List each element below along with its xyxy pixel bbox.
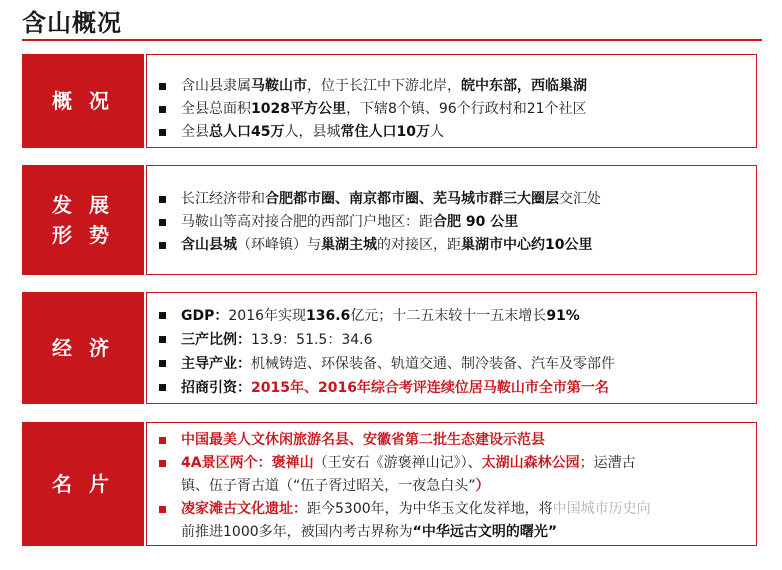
bullet-item	[159, 452, 748, 475]
text-run-bold: 合肥都市圈、南京都市圈、芜马城市群三大圈层	[265, 191, 559, 207]
bullet-continuation	[159, 475, 748, 498]
text-run: 马鞍山等高对接合肥的西部门户地区：距	[181, 214, 433, 230]
bullet-item	[159, 211, 748, 234]
text-run: 镇、伍子胥古道（“伍子胥过昭关，一夜急白头”	[181, 478, 476, 494]
bullet-text	[181, 429, 545, 452]
square-bullet-icon	[159, 219, 166, 226]
text-run-bold: 总人口45万	[209, 124, 285, 140]
bullet-item	[159, 98, 748, 121]
bullet-text	[181, 498, 651, 521]
text-run-bold: 皖中东部，西临巢湖	[461, 78, 587, 94]
text-run-bold: 常住人口10万	[340, 124, 430, 140]
square-bullet-icon	[159, 437, 166, 444]
text-run-bold: 主导产业：	[181, 356, 251, 372]
bullet-item	[159, 376, 748, 400]
text-run: 机械铸造、环保装备、轨道交通、制冷装备、汽车及零部件	[251, 356, 615, 372]
section-label-box	[22, 165, 144, 275]
text-run: 2016年实现	[228, 308, 307, 324]
section-label: 发 展 形 势	[52, 193, 114, 247]
text-run: ；运漕古	[579, 455, 636, 471]
text-run-bold: 巢湖主城	[321, 237, 377, 253]
bullet-text	[181, 188, 601, 211]
text-run: 交汇处	[559, 191, 601, 207]
bullet-text	[181, 352, 615, 376]
text-run: 人	[429, 124, 444, 140]
section-label: 概 况	[52, 89, 114, 113]
section-label-box	[22, 292, 144, 404]
square-bullet-icon	[159, 83, 166, 90]
bullet-text	[181, 376, 609, 400]
text-run-highlight: ）	[475, 478, 490, 494]
square-bullet-icon	[159, 312, 166, 319]
bullet-text	[181, 304, 580, 328]
section-label-box	[22, 54, 144, 148]
text-run-highlight: 2015年、2016年综合考评连续位居马鞍山市全市第一名	[251, 380, 609, 396]
text-run-bold: 巢湖市中心约10公里	[461, 237, 593, 253]
bullet-item	[159, 429, 748, 452]
text-run-highlight: 褒禅山	[271, 455, 314, 471]
square-bullet-icon	[159, 106, 166, 113]
square-bullet-icon	[159, 336, 166, 343]
section-economy	[22, 292, 757, 404]
text-run-bold: 马鞍山市	[251, 78, 307, 94]
text-run-bold: 三产比例：	[181, 332, 251, 348]
text-run-bold: 招商引资：	[181, 380, 251, 396]
text-run: （王安石《游褒禅山记》）、	[313, 455, 482, 471]
bullet-continuation	[159, 521, 748, 544]
page-title: 含山概况	[22, 9, 122, 37]
text-run: 长江经济带和	[181, 191, 265, 207]
section-label: 经 济	[52, 336, 114, 360]
title-divider	[22, 39, 762, 41]
section-content	[146, 292, 757, 404]
text-run: 人，县城	[284, 124, 341, 140]
section-development	[22, 165, 757, 275]
bullet-text	[181, 98, 587, 121]
text-run-highlight: 中国最美人文休闲旅游名县、安徽省第二批生态建设示范县	[181, 432, 545, 448]
bullet-item	[159, 498, 748, 521]
text-run-highlight: 4A景区两个：	[181, 455, 272, 471]
text-run-highlight: 凌家滩古文化遗址：	[181, 501, 307, 517]
text-run-bold: 91%	[546, 308, 580, 324]
text-run: 全县总面积	[181, 101, 251, 117]
text-run-bold: 1028平方公里	[251, 101, 346, 117]
section-city-card	[22, 422, 757, 546]
square-bullet-icon	[159, 242, 166, 249]
text-run: （环峰镇）与	[237, 237, 321, 253]
bullet-item	[159, 121, 748, 144]
bullet-item	[159, 328, 748, 352]
text-run: 亿元；十二五末较十一五末增长	[350, 308, 547, 324]
text-run-highlight: 太湖山森林公园	[481, 455, 580, 471]
section-label-box	[22, 422, 144, 546]
square-bullet-icon	[159, 460, 166, 467]
bullet-item	[159, 188, 748, 211]
section-overview	[22, 54, 757, 148]
bullet-item	[159, 234, 748, 257]
text-run: ，位于长江中下游北岸，	[307, 78, 461, 94]
square-bullet-icon	[159, 506, 166, 513]
text-run: 前推进1000多年，被国内考古界称为	[181, 524, 413, 540]
square-bullet-icon	[159, 196, 166, 203]
bullet-item	[159, 352, 748, 376]
text-run-bold: 合肥 90 公里	[433, 214, 519, 230]
bullet-text	[181, 211, 518, 234]
text-run: 含山县隶属	[181, 78, 251, 94]
text-run: 距今5300年，为中华玉文化发祥地，将	[307, 501, 553, 517]
text-run-bold: 含山县城	[181, 237, 237, 253]
text-run: 全县	[181, 124, 209, 140]
bullet-text	[181, 328, 373, 352]
bullet-text	[181, 121, 444, 144]
text-run: ，下辖8个镇、96个行政村和21个社区	[345, 101, 587, 117]
square-bullet-icon	[159, 384, 166, 391]
bullet-text	[181, 234, 592, 257]
text-run-bold: “中华远古文明的曙光”	[412, 524, 558, 540]
bullet-text	[181, 452, 636, 475]
text-run: 的对接区，距	[377, 237, 461, 253]
square-bullet-icon	[159, 360, 166, 367]
section-label: 名 片	[52, 472, 114, 496]
text-run: 13.9：51.5：34.6	[251, 332, 373, 348]
section-content	[146, 422, 757, 546]
square-bullet-icon	[159, 129, 166, 136]
text-run-bold: GDP：	[181, 308, 229, 324]
text-run: 中国城市历史向	[552, 501, 651, 517]
bullet-item	[159, 75, 748, 98]
bullet-text	[181, 75, 587, 98]
section-content	[146, 54, 757, 148]
text-run-bold: 136.6	[306, 308, 351, 324]
section-content	[146, 165, 757, 275]
bullet-item	[159, 304, 748, 328]
